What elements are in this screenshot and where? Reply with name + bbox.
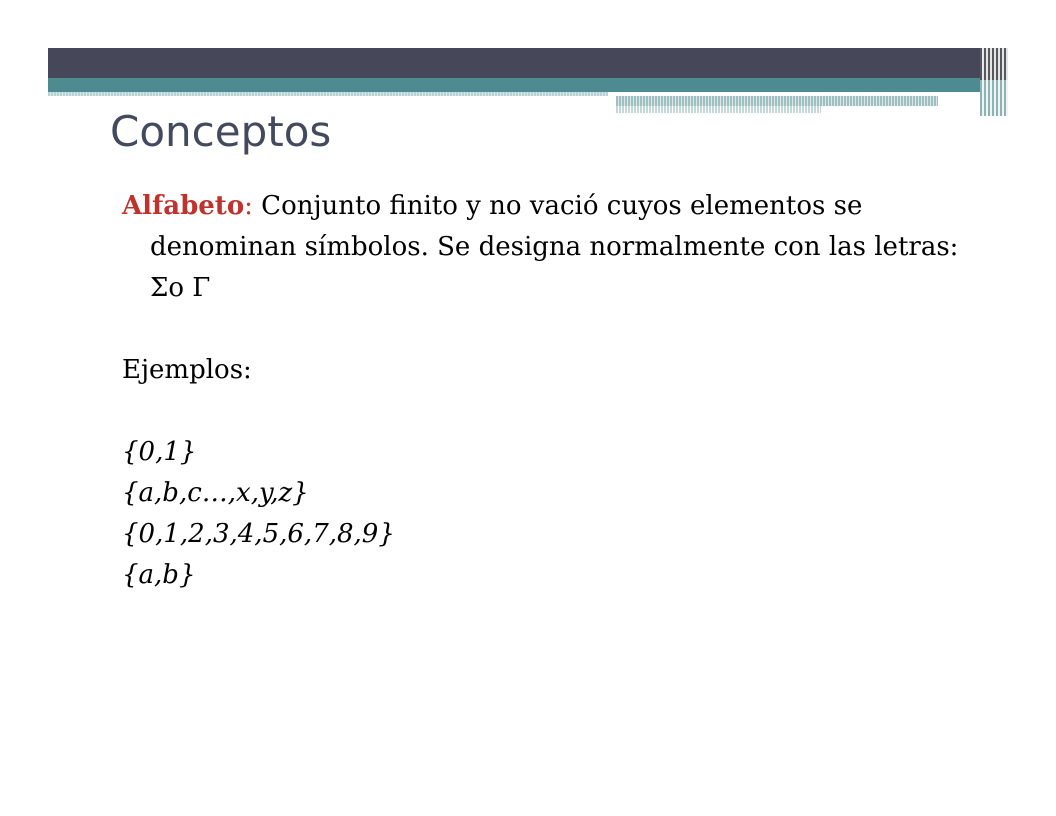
spacer: [122, 309, 982, 350]
examples-label: Ejemplos:: [122, 355, 252, 385]
slide-title: Conceptos: [110, 107, 332, 156]
definition-colon: :: [244, 191, 253, 221]
definition-term: Alfabeto: [122, 191, 245, 221]
example-set: {a,b}: [122, 560, 196, 590]
example-set: {a,b,c…,x,y,z}: [122, 478, 309, 508]
example-set: {0,1,2,3,4,5,6,7,8,9}: [122, 519, 395, 549]
spacer: [122, 391, 982, 432]
header-bar-right-lower: [616, 106, 821, 113]
definition-text: Conjunto finito y no vació cuyos elementos se denominan símbolos. Se designa normalmente con las letras: Σo Γ: [150, 191, 959, 303]
header-bar-right: [616, 96, 938, 106]
header-bar-teal: [48, 78, 980, 92]
header-stripes-lower: [980, 80, 1008, 116]
slide-body: [122, 186, 982, 596]
header-bar-light: [48, 92, 608, 96]
definition-paragraph: [122, 186, 982, 309]
header-bar-dark: [48, 48, 980, 78]
example-set: {0,1}: [122, 437, 197, 467]
